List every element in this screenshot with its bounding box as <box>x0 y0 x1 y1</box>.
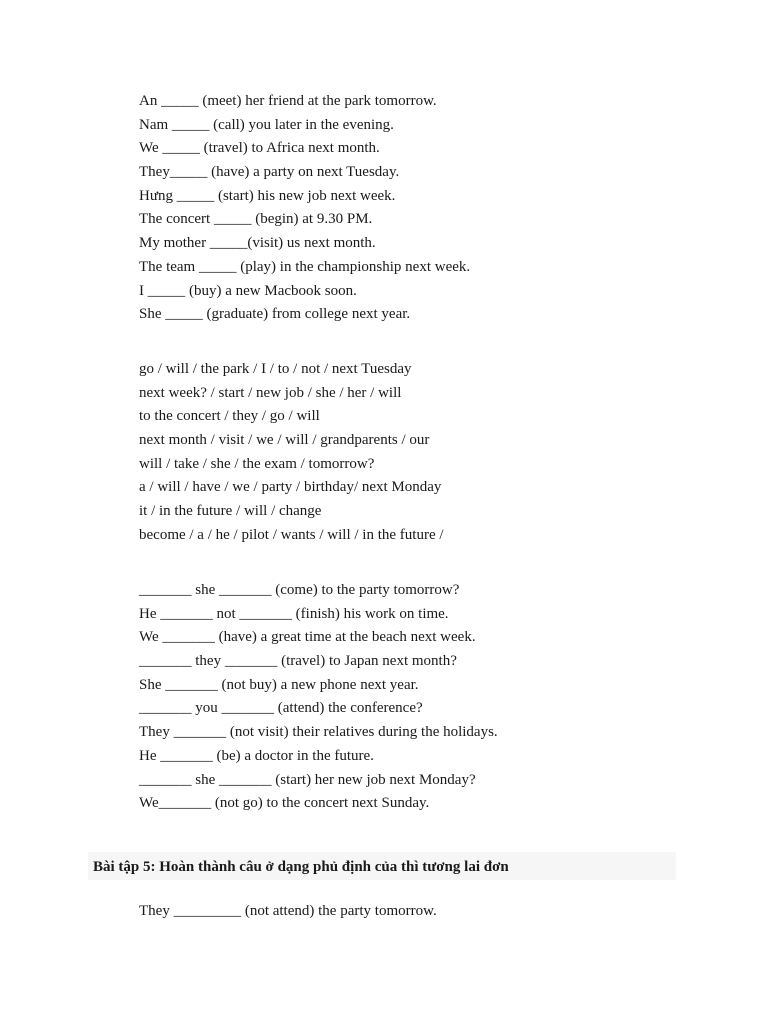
item-text: Nam _____ (call) you later in the evening. <box>139 116 394 133</box>
item-text: An _____ (meet) her friend at the park tomorrow. <box>139 93 437 109</box>
item-text: Hưng _____ (start) his new job next week. <box>139 187 396 204</box>
item-text: go / will / the park / I / to / not / next Tuesday <box>139 361 412 377</box>
item-text: I _____ (buy) a new Macbook soon. <box>139 282 357 299</box>
exercise-5-heading: Bài tập 5: Hoàn thành câu ở dạng phủ định của thì tương lai đơn <box>93 859 509 875</box>
item-text: to the concert / they / go / will <box>139 408 320 425</box>
item-text: will / take / she / the exam / tomorrow? <box>139 455 375 472</box>
item-text: _______ she _______ (start) her new job next Monday? <box>139 771 476 788</box>
item-text: it / in the future / will / change <box>139 503 322 520</box>
item-text: a / will / have / we / party / birthday/ next Monday <box>139 479 442 496</box>
item-text: They _______ (not visit) their relatives during the holidays. <box>139 724 498 741</box>
item-text: _______ she _______ (come) to the party tomorrow? <box>139 582 460 598</box>
item-text: He _______ (be) a doctor in the future. <box>139 747 374 764</box>
item-text: We _______ (have) a great time at the beach next week. <box>139 629 476 646</box>
item-text: become / a / he / pilot / wants / will / in the future / <box>139 526 444 543</box>
item-text: next month / visit / we / will / grandparents / our <box>139 432 430 449</box>
item-text: _______ you _______ (attend) the conference? <box>139 700 423 717</box>
item-text: The concert _____ (begin) at 9.30 PM. <box>139 211 373 228</box>
item-text: They _________ (not attend) the party tomorrow. <box>139 903 437 919</box>
item-text: _______ they _______ (travel) to Japan next month? <box>139 653 457 670</box>
item-text: They_____ (have) a party on next Tuesday. <box>139 164 400 181</box>
item-text: We_______ (not go) to the concert next Sunday. <box>139 795 430 812</box>
item-text: He _______ not _______ (finish) his work on time. <box>139 605 449 622</box>
item-text: She _____ (graduate) from college next year. <box>139 306 411 323</box>
item-text: next week? / start / new job / she / her / will <box>139 384 402 401</box>
item-text: We _____ (travel) to Africa next month. <box>139 140 380 157</box>
item-text: The team _____ (play) in the championship next week. <box>139 258 471 275</box>
item-text: She _______ (not buy) a new phone next year. <box>139 676 419 693</box>
item-text: My mother _____(visit) us next month. <box>139 235 376 252</box>
